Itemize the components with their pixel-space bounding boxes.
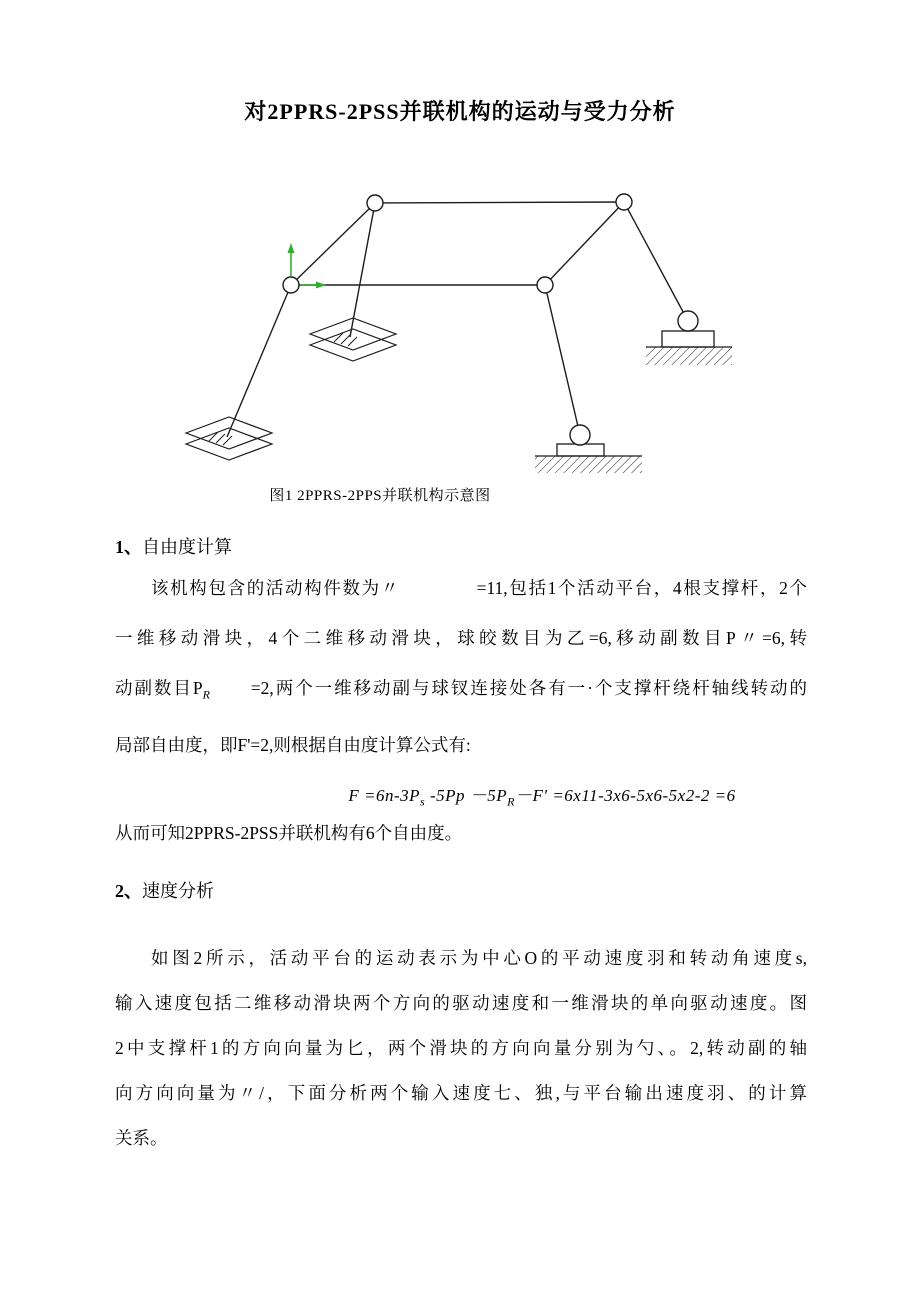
axis-arrow-right-icon (316, 282, 326, 289)
paragraph-dof (115, 563, 807, 770)
section-2-title: 速度分析 (142, 881, 214, 901)
subscript-run: R (202, 687, 210, 702)
formula-run: －F′ =6x11-3x6-5x6-5x2-2 =6 (514, 786, 736, 805)
dof-conclusion: 从而可知2PPRS-2PSS并联机构有6个自由度。 (115, 823, 463, 843)
formula-subscript: s (420, 794, 426, 809)
moving-platform-links (291, 202, 624, 285)
ground-support-right (646, 331, 732, 365)
ground-support-middle (535, 444, 642, 473)
text-line: 向方向向量为〃/，下面分析两个输入速度七、独,与平台输出速度羽、的计算 (115, 1083, 807, 1103)
text-line: 如图2所示，活动平台的运动表示为中心O的平动速度羽和转动角速度s, (151, 948, 807, 968)
text-line: 局部自由度，即F'=2,则根据自由度计算公式有: (115, 734, 471, 755)
section-2-number: 2、 (115, 881, 142, 901)
support-legs (227, 202, 688, 437)
text-run: 动副数目P (115, 678, 203, 698)
paragraph-velocity (115, 936, 807, 1161)
section-1-heading (115, 533, 232, 559)
text-line: 关系。 (115, 1128, 168, 1148)
figure-caption: 图1 2PPRS-2PPS并联机构示意图 (269, 488, 491, 504)
text-run: =2,两个一维移动副与球钗连接处各有一·个支撑杆绕杆轴线转动的 (209, 678, 807, 698)
formula-run: F =6n-3P (348, 786, 421, 805)
two-dof-slider-left (186, 417, 272, 460)
section-1-title: 自由度计算 (142, 537, 232, 557)
mechanism-diagram (180, 186, 740, 486)
text-line: 一维移动滑块，4个二维移动滑块，球皎数目为乙=6,移动副数目P〃=6,转 (115, 628, 807, 648)
formula-run: －5P (469, 786, 508, 805)
text-line (115, 663, 807, 720)
document-title: 对2PPRS-2PSS并联机构的运动与受力分析 (244, 99, 676, 124)
text-line: 输入速度包括二维移动滑块两个方向的驱动速度和一维滑块的单向驱动速度。图 (115, 993, 807, 1013)
text-line: 2中支撑杆1的方向向量为匕，两个滑块的方向向量分别为勺、。2,转动副的轴 (115, 1038, 807, 1058)
dof-formula (302, 781, 782, 809)
section-2-heading (115, 877, 214, 903)
formula-run: -5Pp (425, 786, 470, 805)
axis-arrow-up-icon (288, 243, 295, 253)
formula-subscript: R (507, 794, 515, 809)
text-line: 该机构包含的活动构件数为〃 =11,包括1个活动平台，4根支撑杆，2个 (151, 578, 807, 598)
section-1-number: 1、 (115, 537, 142, 557)
